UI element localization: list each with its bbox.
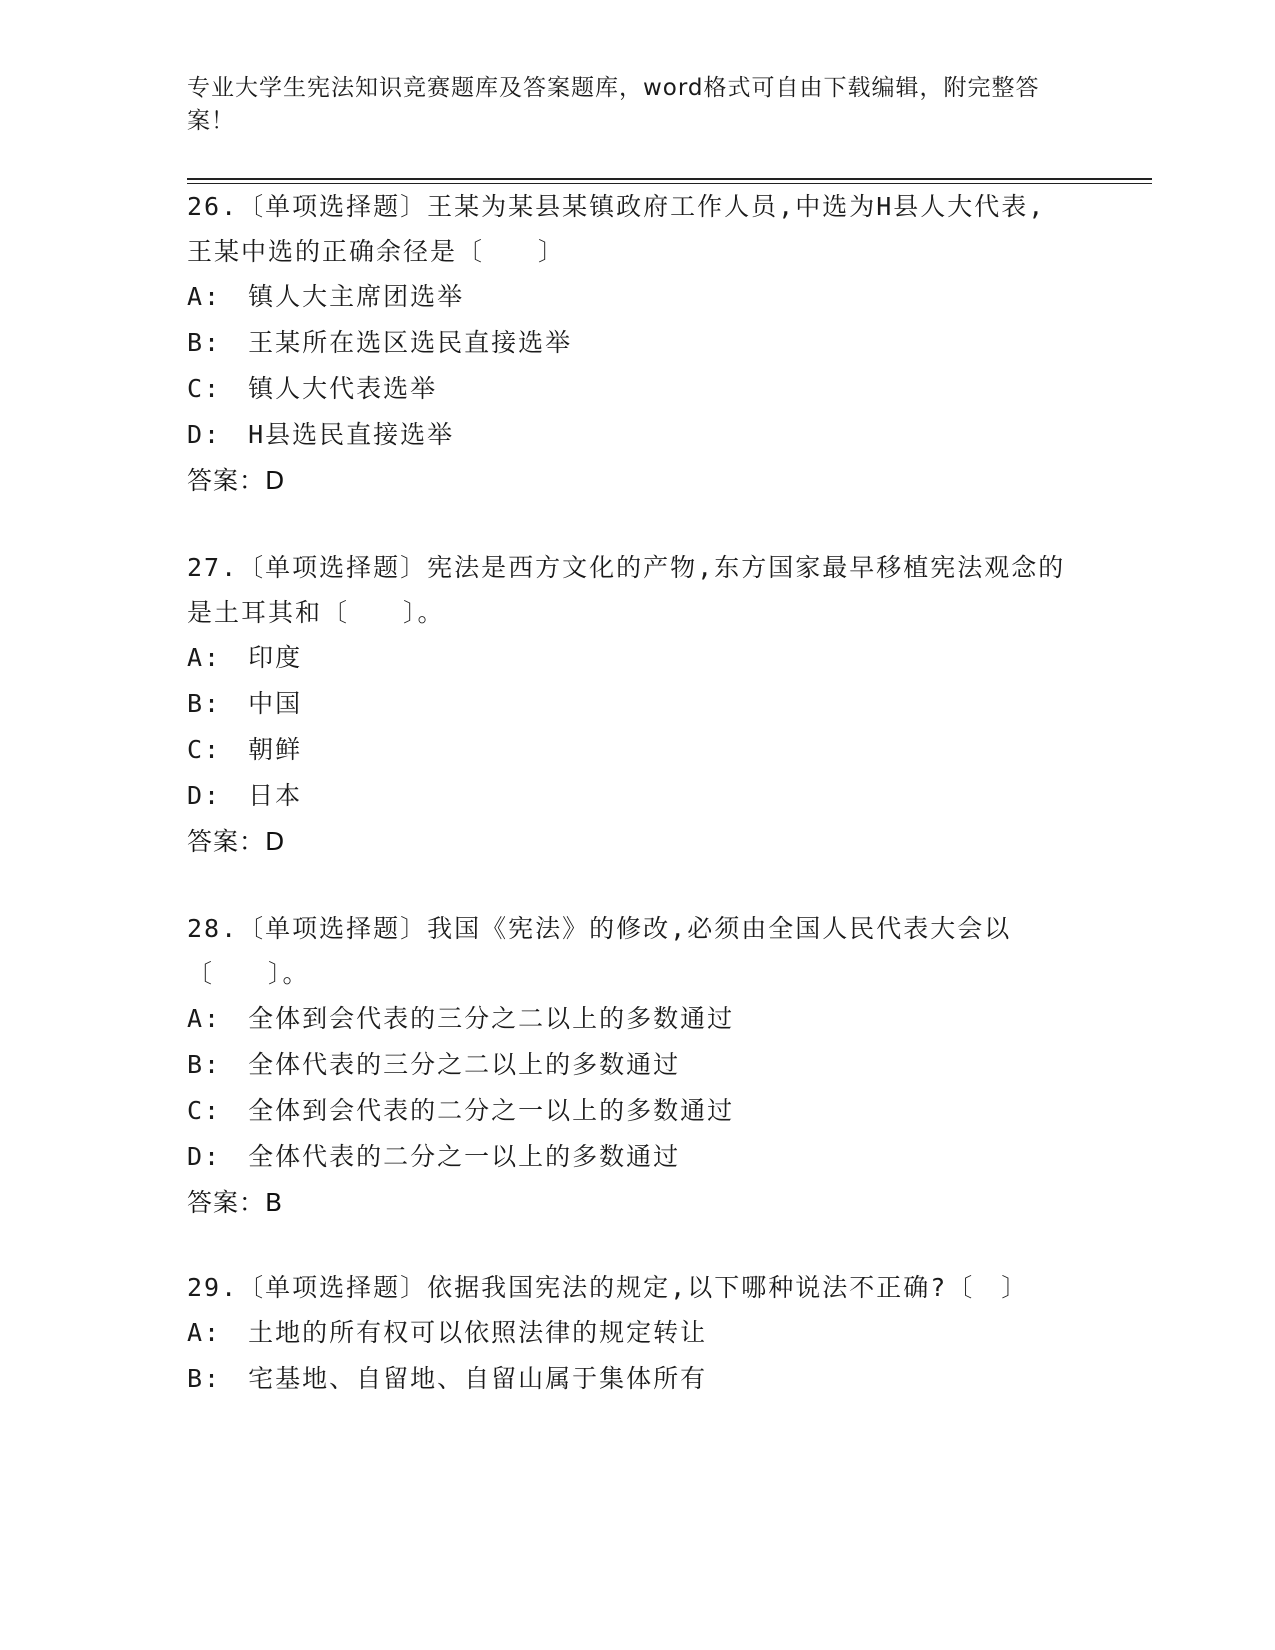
- document-page: [187, 0, 1157, 1650]
- option-c: C: 全体到会代表的二分之一以上的多数通过: [187, 1096, 735, 1125]
- question-28: [187, 906, 1067, 1226]
- option-a: A: 土地的所有权可以依照法律的规定转让: [187, 1318, 708, 1347]
- question-stem: 29.〔单项选择题〕依据我国宪法的规定,以下哪种说法不正确?〔 〕: [187, 1273, 1029, 1302]
- option-d: D: 日本: [187, 781, 303, 810]
- option-a: A: 镇人大主席团选举: [187, 282, 465, 311]
- question-27: [187, 545, 1067, 865]
- header-divider-thick: [187, 178, 1152, 180]
- question-stem: 28.〔单项选择题〕我国《宪法》的修改,必须由全国人民代表大会以〔 〕。: [187, 914, 1012, 988]
- question-26: [187, 184, 1067, 504]
- option-c: C: 镇人大代表选举: [187, 374, 438, 403]
- answer-line: 答案：B: [187, 1188, 284, 1217]
- option-b: B: 王某所在选区选民直接选举: [187, 328, 573, 357]
- option-b: B: 宅基地、自留地、自留山属于集体所有: [187, 1364, 708, 1393]
- option-b: B: 中国: [187, 689, 303, 718]
- option-c: C: 朝鲜: [187, 735, 303, 764]
- answer-line: 答案：D: [187, 827, 286, 856]
- answer-line: 答案：D: [187, 466, 286, 495]
- question-29: [187, 1265, 1067, 1402]
- option-d: D: H县选民直接选举: [187, 420, 455, 449]
- question-stem: 26.〔单项选择题〕王某为某县某镇政府工作人员,中选为H县人大代表,王某中选的正确余径是〔 〕: [187, 192, 1046, 266]
- question-stem: 27.〔单项选择题〕宪法是西方文化的产物,东方国家最早移植宪法观念的是土耳其和〔 〕。: [187, 553, 1066, 627]
- option-b: B: 全体代表的三分之二以上的多数通过: [187, 1050, 681, 1079]
- option-a: A: 全体到会代表的三分之二以上的多数通过: [187, 1004, 735, 1033]
- document-header-title: 专业大学生宪法知识竞赛题库及答案题库，word格式可自由下载编辑，附完整答案！: [187, 75, 1040, 134]
- option-d: D: 全体代表的二分之一以上的多数通过: [187, 1142, 681, 1171]
- option-a: A: 印度: [187, 643, 303, 672]
